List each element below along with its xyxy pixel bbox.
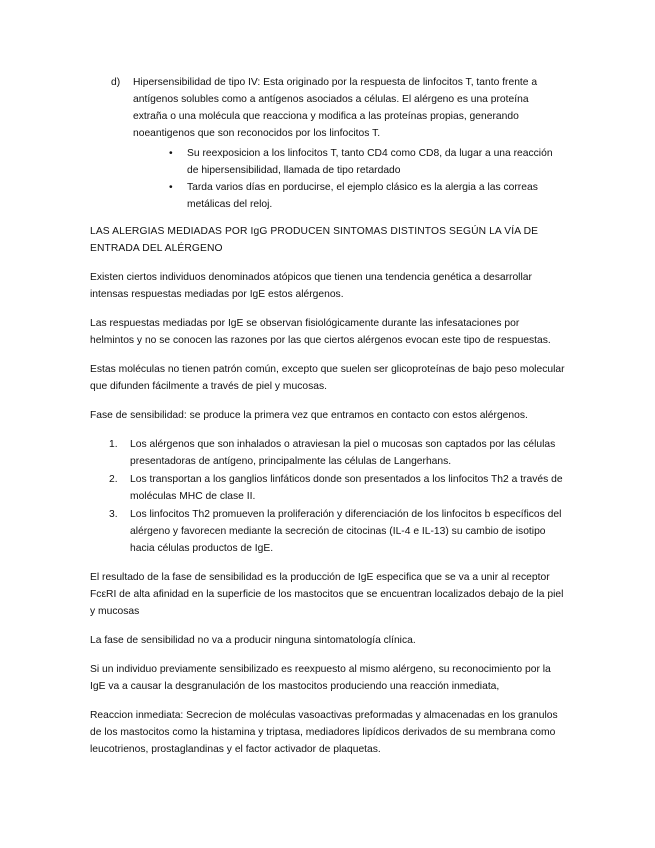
paragraph: Reaccion inmediata: Secrecion de moléculas vasoactivas preformadas y almacenadas en los granulos de los mastocitos como la histamina y triptasa, mediadores lipídicos derivados de su membrana como leucotrienos, prostaglandinas y el factor activador de plaquetas. [90,710,558,755]
paragraph: Fase de sensibilidad: se produce la primera vez que entramos en contacto con estos alérgenos. [90,410,528,421]
paragraph: Estas moléculas no tienen patrón común, excepto que suelen ser glicoproteínas de bajo peso molecular que difunden fácilmente a través de piel y mucosas. [90,364,565,392]
paragraph: El resultado de la fase de sensibilidad es la producción de IgE especifica que se va a unir al receptor FcεRI de alta afinidad en la superficie de los mastocitos que se encuentran localizados debajo de la piel y mucosas [90,572,564,617]
section-d [90,74,565,213]
item-text: Los alérgenos que son inhalados o atraviesan la piel o mucosas son captados por las células presentadoras de antígeno, principalmente las células de Langerhans. [130,439,556,467]
section-d-bullets [133,145,565,213]
item-number: 1. [109,439,118,450]
numbered-list [90,436,565,557]
paragraph: Las respuestas mediadas por IgE se observan fisiológicamente durante las infesataciones por helmintos y no se conocen las razones por las que ciertos alérgenos evocan este tipo de respuestas. [90,318,551,346]
bullet-icon: • [169,148,173,159]
section-d-label: d) [111,77,121,88]
bullet-text: Su reexposicion a los linfocitos T, tanto CD4 como CD8, da lugar a una reacción de hipersensibilidad, llamada de tipo retardado [187,148,553,176]
item-number: 2. [109,474,118,485]
item-text: Los linfocitos Th2 promueven la proliferación y diferenciación de los linfocitos b específicos del alérgeno y favorecen mediante la secreción de citocinas (IL-4 e IL-13) su cambio de isotipo hacia células productos de IgE. [130,509,562,554]
item-number: 3. [109,509,118,520]
item-text: Los transportan a los ganglios linfáticos donde son presentados a los linfocitos Th2 a través de moléculas MHC de clase II. [130,474,563,502]
paragraph: Existen ciertos individuos denominados atópicos que tienen una tendencia genética a desarrollar intensas respuestas mediadas por IgE estos alérgenos. [90,272,532,300]
section-heading: LAS ALERGIAS MEDIADAS POR IgG PRODUCEN SINTOMAS DISTINTOS SEGÚN LA VÍA DE ENTRADA DEL ALÉRGENO [90,226,539,254]
bullet-text: Tarda varios días en porducirse, el ejemplo clásico es la alergia a las correas metálicas del reloj. [187,182,538,210]
numbered-item [109,436,565,470]
bullet-item [169,179,565,213]
bullet-icon: • [169,182,173,193]
numbered-item [109,471,565,505]
section-d-text: Hipersensibilidad de tipo IV: Esta originado por la respuesta de linfocitos T, tanto frente a antígenos solubles como a antígenos asociados a células. El alérgeno es una proteína extraña o una molécula que reacciona y modifica a las proteínas propias, generando noeantigenos que son reconocidos por los linfocitos T. [133,77,538,139]
paragraph: La fase de sensibilidad no va a producir ninguna sintomatología clínica. [90,635,416,646]
paragraph: Si un individuo previamente sensibilizado es reexpuesto al mismo alérgeno, su reconocimiento por la IgE va a causar la desgranulación de los mastocitos produciendo una reacción inmediata, [90,664,551,692]
bullet-item [169,145,565,179]
numbered-item [109,506,565,557]
